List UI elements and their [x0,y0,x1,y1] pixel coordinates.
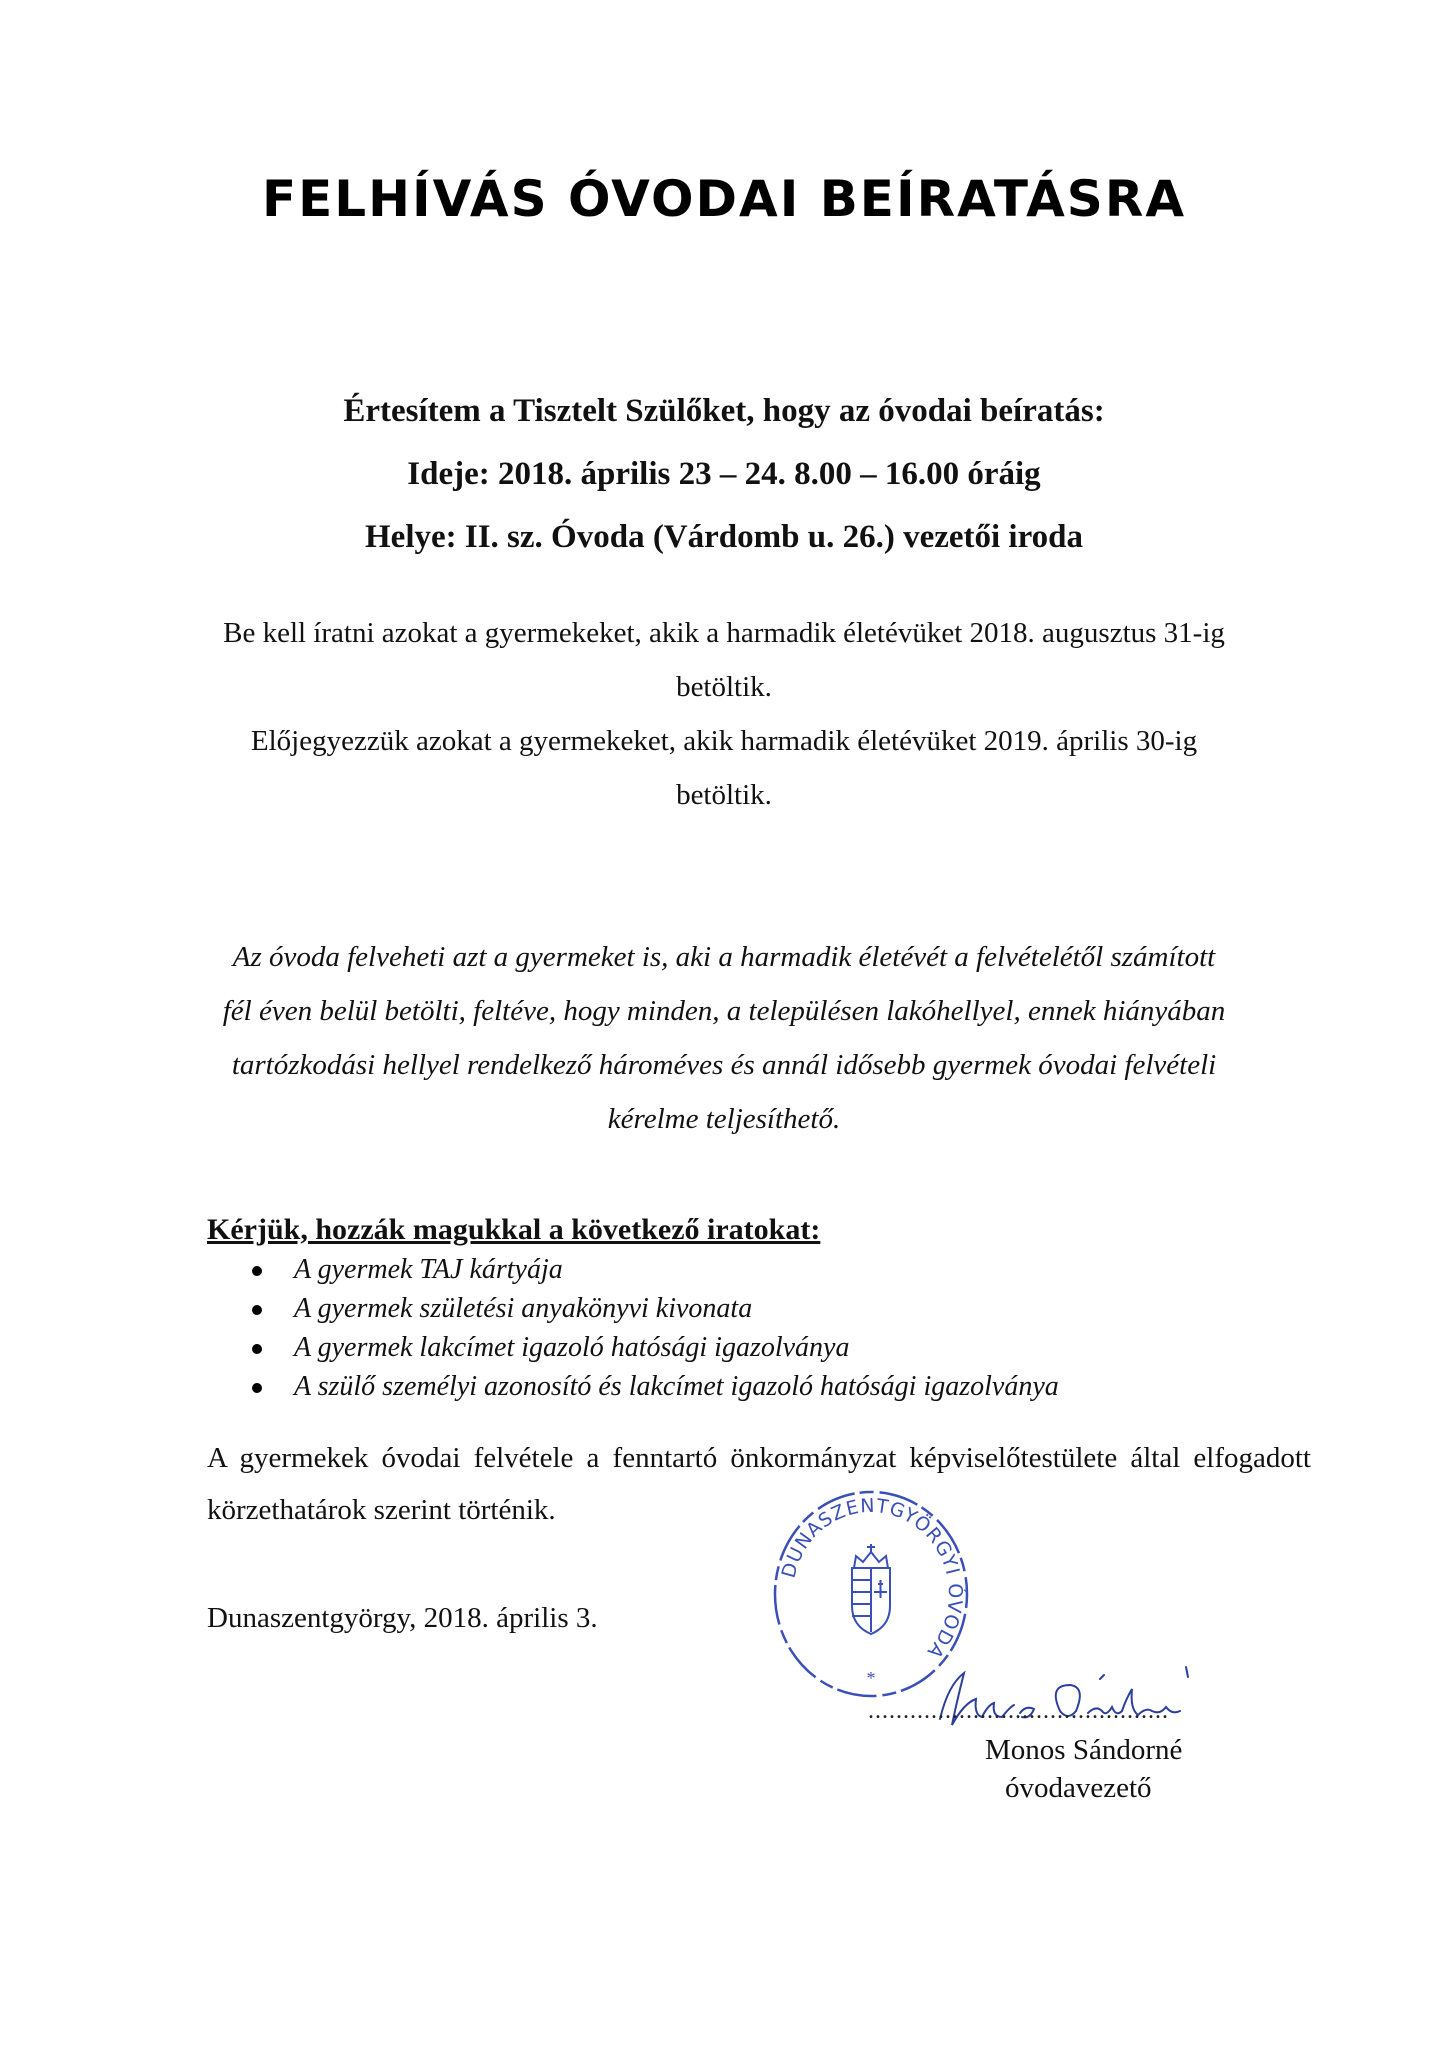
required-documents-heading: Kérjük, hozzák magukkal a következő iratokat: [207,1213,821,1246]
eligibility-mandatory-line2: betöltik. [676,671,772,703]
bullet-icon [252,1344,262,1354]
conditions-line-4: kérelme teljesíthető. [607,1103,841,1135]
signer-title: óvodavezető [1005,1772,1152,1804]
eligibility-preregister-line1: Előjegyezzük azokat a gyermekeket, akik harmadik életévüket 2019. április 30-ig [250,725,1198,757]
place-and-date: Dunaszentgyörgy, 2018. április 3. [207,1602,598,1634]
admission-conditions-paragraph [200,930,1248,1146]
intro-line-notice: Értesítem a Tisztelt Szülőket, hogy az óvodai beíratás: [343,393,1105,429]
required-documents-list [252,1250,1059,1406]
intro-line-place: Helye: II. sz. Óvoda (Várdomb u. 26.) vezetői iroda [365,519,1083,555]
list-item-text: A gyermek lakcímet igazoló hatósági igazolványa [294,1332,850,1363]
list-item-text: A gyermek születési anyakönyvi kivonata [294,1293,753,1324]
document-title: FELHÍVÁS ÓVODAI BEÍRATÁSRA [261,170,1187,228]
conditions-line-2: fél éven belül betölti, feltéve, hogy minden, a településen lakóhellyel, ennek hiányában [222,995,1226,1027]
list-item [252,1328,1059,1367]
list-item-text: A szülő személyi azonosító és lakcímet igazoló hatósági igazolványa [294,1371,1059,1402]
conditions-line-1: Az óvoda felveheti azt a gyermeket is, aki a harmadik életévét a felvételétől számított [232,941,1216,973]
eligibility-preregister-line2: betöltik. [676,779,772,811]
conditions-line-3: tartózkodási hellyel rendelkező hároméves és annál idősebb gyermek óvodai felvételi [231,1049,1217,1081]
stamp-text: DUNASZENTGYÖRGYI ÓVODA [777,1494,967,1663]
list-item [252,1367,1059,1406]
list-item [252,1250,1059,1289]
eligibility-section [200,606,1248,822]
intro-line-time: Ideje: 2018. április 23 – 24. 8.00 – 16.00 óráig [407,456,1041,492]
bullet-icon [252,1305,262,1315]
list-item [252,1289,1059,1328]
star-icon: * [866,1668,876,1688]
bullet-icon [252,1266,262,1276]
list-item-text: A gyermek TAJ kártyája [294,1254,563,1285]
signer-name: Monos Sándorné [985,1734,1183,1766]
closing-paragraph: A gyermekek óvodai felvétele a fenntartó önkormányzat képviselőtestülete által elfogadott körzethatárok szerint történik. [207,1442,1311,1526]
eligibility-mandatory-line1: Be kell íratni azokat a gyermekeket, akik a harmadik életévüket 2018. augusztus 31-ig [223,617,1225,649]
coat-of-arms-icon [852,1544,890,1634]
bullet-icon [252,1383,262,1393]
signature-line: ........................................... [868,1698,1169,1724]
announcement-intro [0,380,1448,569]
